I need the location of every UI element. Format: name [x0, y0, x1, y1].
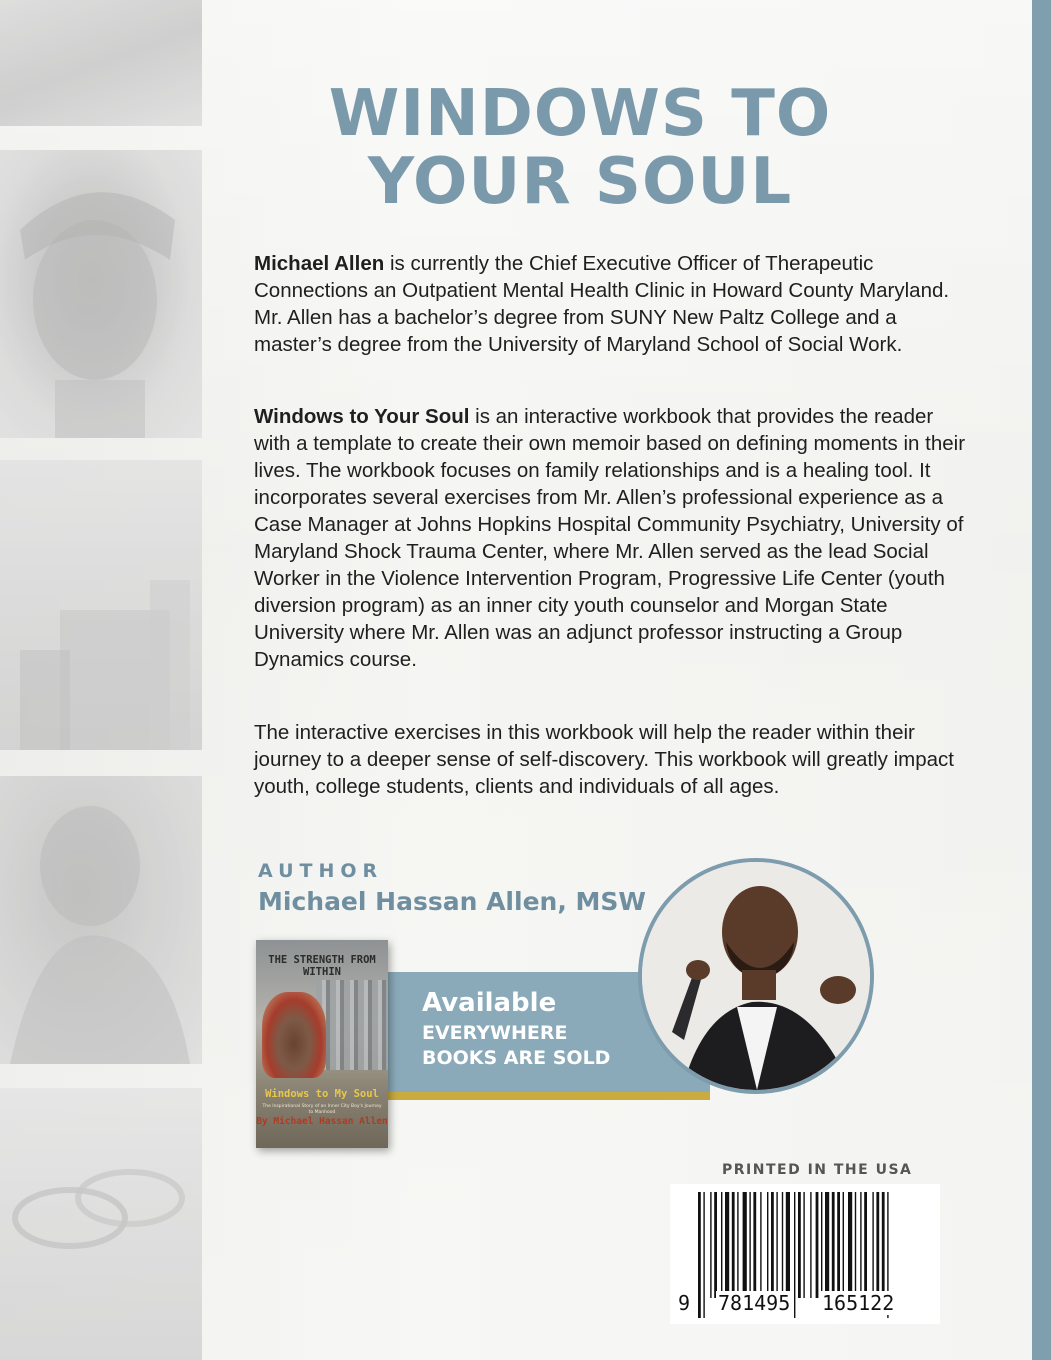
- photo-strip: [0, 0, 202, 1360]
- barcode-bar: [821, 1192, 822, 1298]
- barcode-bar: [855, 1192, 856, 1298]
- barcode-bar: [837, 1192, 840, 1298]
- description-text: is an interactive workbook that provides the reader with a template to create their own memoir based on defining moments in their lives. The workbook focuses on family relationships and is a healing tool. It incorporates several exercises from Mr. Allen’s professional experience as a Case Manager at Johns Hopkins Hospital Community Psychiatry, University of Maryland Shock Trauma Center, where Mr. Allen served as the lead Social Worker in the Violence Intervention Program, Progressive Life Center (youth diversion program) as an inner city youth counselor and Morgan State University where Mr. Allen was an adjunct professor instructing a Group Dynamics course.: [254, 405, 966, 671]
- book-cover-city-image: [316, 980, 388, 1070]
- barcode-bar: [714, 1192, 717, 1298]
- bio-text: is currently the Chief Executive Officer of Therapeutic Connections an Outpatient Mental Health Clinic in Howard County Maryland. Mr. Allen has a bachelor’s degree from SUNY New Paltz College and a master’s degree from the University of Maryland School of Social Work.: [254, 252, 950, 356]
- availability-title: Available: [422, 988, 557, 1018]
- book-title: [250, 77, 910, 219]
- barcode-bar: [864, 1192, 867, 1298]
- availability-line-1: EVERYWHERE: [422, 1022, 568, 1044]
- author-photo: [638, 858, 874, 1094]
- barcode-bar: [767, 1192, 768, 1298]
- book-cover-top-title: THE STRENGTH FROM WITHIN: [268, 954, 376, 978]
- availability-line-2: BOOKS ARE SOLD: [422, 1047, 611, 1069]
- barcode-bar: [803, 1192, 804, 1298]
- closing-paragraph: [254, 719, 974, 800]
- bio-lead: Michael Allen: [254, 252, 385, 275]
- barcode-bar: [737, 1192, 738, 1298]
- author-photo-illustration: [642, 862, 870, 1090]
- banner-underline: [380, 1092, 710, 1100]
- author-bio-paragraph: [254, 250, 974, 358]
- book-cover-tagline: The Inspirational Story of an Inner City Boy's Journey to Manhood: [262, 1104, 382, 1115]
- barcode-bar: [848, 1192, 852, 1298]
- barcode-bar: [832, 1192, 835, 1298]
- barcode-bar: [825, 1192, 829, 1298]
- title-line-2: YOUR SOUL: [367, 145, 793, 219]
- accent-stripe: [1032, 0, 1051, 1360]
- photo-buildings: [0, 460, 202, 750]
- description-lead: Windows to Your Soul: [254, 405, 470, 428]
- photo-rings: [0, 1088, 202, 1360]
- barcode-bar: [782, 1192, 783, 1298]
- closing-text: The interactive exercises in this workbook will help the reader within their journey to a deeper sense of self-discovery. This workbook will greatly impact youth, college students, clients and individuals of all ages.: [254, 721, 954, 798]
- barcode-bar: [725, 1192, 729, 1298]
- author-name: Michael Hassan Allen, MSW: [258, 887, 646, 916]
- photo-portrait: [0, 150, 202, 438]
- book-cover-author: By Michael Hassan Allen: [256, 1116, 388, 1127]
- barcode-bar: [872, 1192, 873, 1298]
- author-label: AUTHOR: [258, 860, 384, 882]
- barcode-bar: [721, 1192, 722, 1298]
- barcode-bar: [749, 1192, 750, 1298]
- barcode-digits: [672, 1291, 932, 1317]
- photo-top: [0, 0, 202, 126]
- title-line-1: WINDOWS TO: [328, 77, 832, 151]
- book-cover-title: Windows to My Soul: [265, 1088, 379, 1100]
- barcode-digit-first: 9: [678, 1291, 691, 1315]
- photo-person: [0, 776, 202, 1064]
- barcode-group-2: 165122: [822, 1291, 895, 1315]
- barcode-bar: [776, 1192, 777, 1298]
- barcode-bar: [876, 1192, 879, 1298]
- barcode-bar: [786, 1192, 790, 1298]
- barcode-bar: [810, 1192, 811, 1298]
- barcode-bar: [771, 1192, 774, 1298]
- barcode-bar: [860, 1192, 861, 1298]
- book-cover-child-image: [262, 992, 326, 1078]
- barcode-bar: [882, 1192, 885, 1298]
- barcode-bar: [798, 1192, 801, 1298]
- barcode-bar: [843, 1192, 844, 1298]
- barcode-bar: [816, 1192, 819, 1298]
- barcode-bar: [743, 1192, 747, 1298]
- book-description-paragraph: [254, 403, 974, 673]
- barcode-group-1: 781495: [718, 1291, 791, 1315]
- barcode-bar: [732, 1192, 735, 1298]
- barcode-bar: [760, 1192, 761, 1298]
- companion-book-cover: [256, 940, 388, 1148]
- barcode-bar: [753, 1192, 756, 1298]
- printed-in-label: PRINTED IN THE USA: [722, 1162, 913, 1178]
- barcode-bar: [710, 1192, 711, 1298]
